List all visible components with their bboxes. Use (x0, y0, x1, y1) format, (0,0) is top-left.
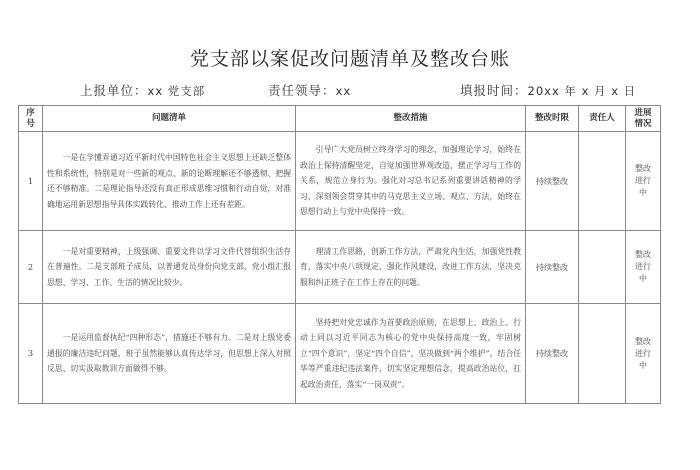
table-header-row (19, 106, 661, 132)
row-index: 3 (19, 304, 43, 404)
header-problem: 问题清单 (43, 106, 296, 132)
row-problem: 一是在学懂弄通习近平新时代中国特色社会主义思想上还缺乏整体性和系统性，特别是对一些新的观点、新的论断理解还不够透彻、把握还不够精准。二是理论指导还没有真正形成思维习惯和行动自觉，对准确地运用新思想指导具体实践转化、推动工作上还有差距。 (43, 132, 296, 231)
table-row (19, 132, 661, 231)
report-date (460, 81, 636, 99)
row-deadline: 持续整改 (526, 132, 579, 231)
rectification-table (18, 105, 661, 404)
responsible-leader (268, 81, 351, 99)
row-index: 2 (19, 231, 43, 304)
row-owner (579, 231, 626, 304)
header-owner: 责任人 (579, 106, 626, 132)
responsible-leader-value: xx (335, 84, 352, 98)
row-index: 1 (19, 132, 43, 231)
row-measure: 引导广大党员树立终身学习的理念，加强理论学习，始终在政治上保持清醒坚定，自觉加强世界观改造，摆正学习与工作的关系，规范立身行为。强化对习总书记系列重要讲话精神的学习，深刻领会贯穿其中的马克思主义立场、观点、方法，始终在思想行动上与党中央保持一致。 (296, 132, 526, 231)
row-owner (579, 304, 626, 404)
row-progress: 整改进行中 (626, 304, 661, 404)
report-date-label: 填报时间： (460, 83, 528, 98)
row-deadline: 持续整改 (526, 231, 579, 304)
responsible-leader-label: 责任领导： (268, 83, 336, 98)
document-title: 党支部以案促改问题清单及整改台账 (189, 48, 510, 70)
header-deadline: 整改时限 (526, 106, 579, 132)
row-progress: 整改进行中 (626, 231, 661, 304)
table-row (19, 231, 661, 304)
row-problem: 一是运用监督执纪“四种形态”，措施还不够有力。二是对上级党委通报的廉洁违纪问题，班子虽然能够认真传达学习，但思想上深入对照反思、切实汲取教训方面做得不够。 (43, 304, 296, 404)
row-measure: 坚持把对党忠诚作为首要政治原则，在思想上、政治上、行动上同以习近平同志为核心的党中央保持高度一致，牢固树立“四个意识”，坚定“四个自信”，坚决做到“两个维护”。结合任华等严重违纪违法案件，切实坚定理想信念，提高政治站位，扛起政治责任，落实“一岗双责”。 (296, 304, 526, 404)
row-measure: 理清工作思路，创新工作方法，严肃党内生活，加强党性教育，落实中央八项规定，强化作风建设，改进工作方法，坚决克服和纠正班子在工作上存在的问题。 (296, 231, 526, 304)
report-date-value: 20xx 年 x 月 x 日 (527, 84, 637, 98)
row-progress: 整改进行中 (626, 132, 661, 231)
report-unit-label: 上报单位： (80, 83, 148, 98)
row-problem: 一是对重要精神、上级强调、重要文件以学习文件代替组织生活存在普遍性。二是支部班子成员，以普通党员身份向党支部、党小组汇报思想、学习、工作、生活的情况比较少。 (43, 231, 296, 304)
row-owner (579, 132, 626, 231)
header-progress: 进展情况 (626, 106, 661, 132)
row-deadline: 持续整改 (526, 304, 579, 404)
header-measure: 整改措施 (296, 106, 526, 132)
table-row (19, 304, 661, 404)
report-unit-value: xx 党支部 (147, 84, 206, 98)
report-unit (80, 81, 205, 99)
header-index: 序号 (19, 106, 43, 132)
